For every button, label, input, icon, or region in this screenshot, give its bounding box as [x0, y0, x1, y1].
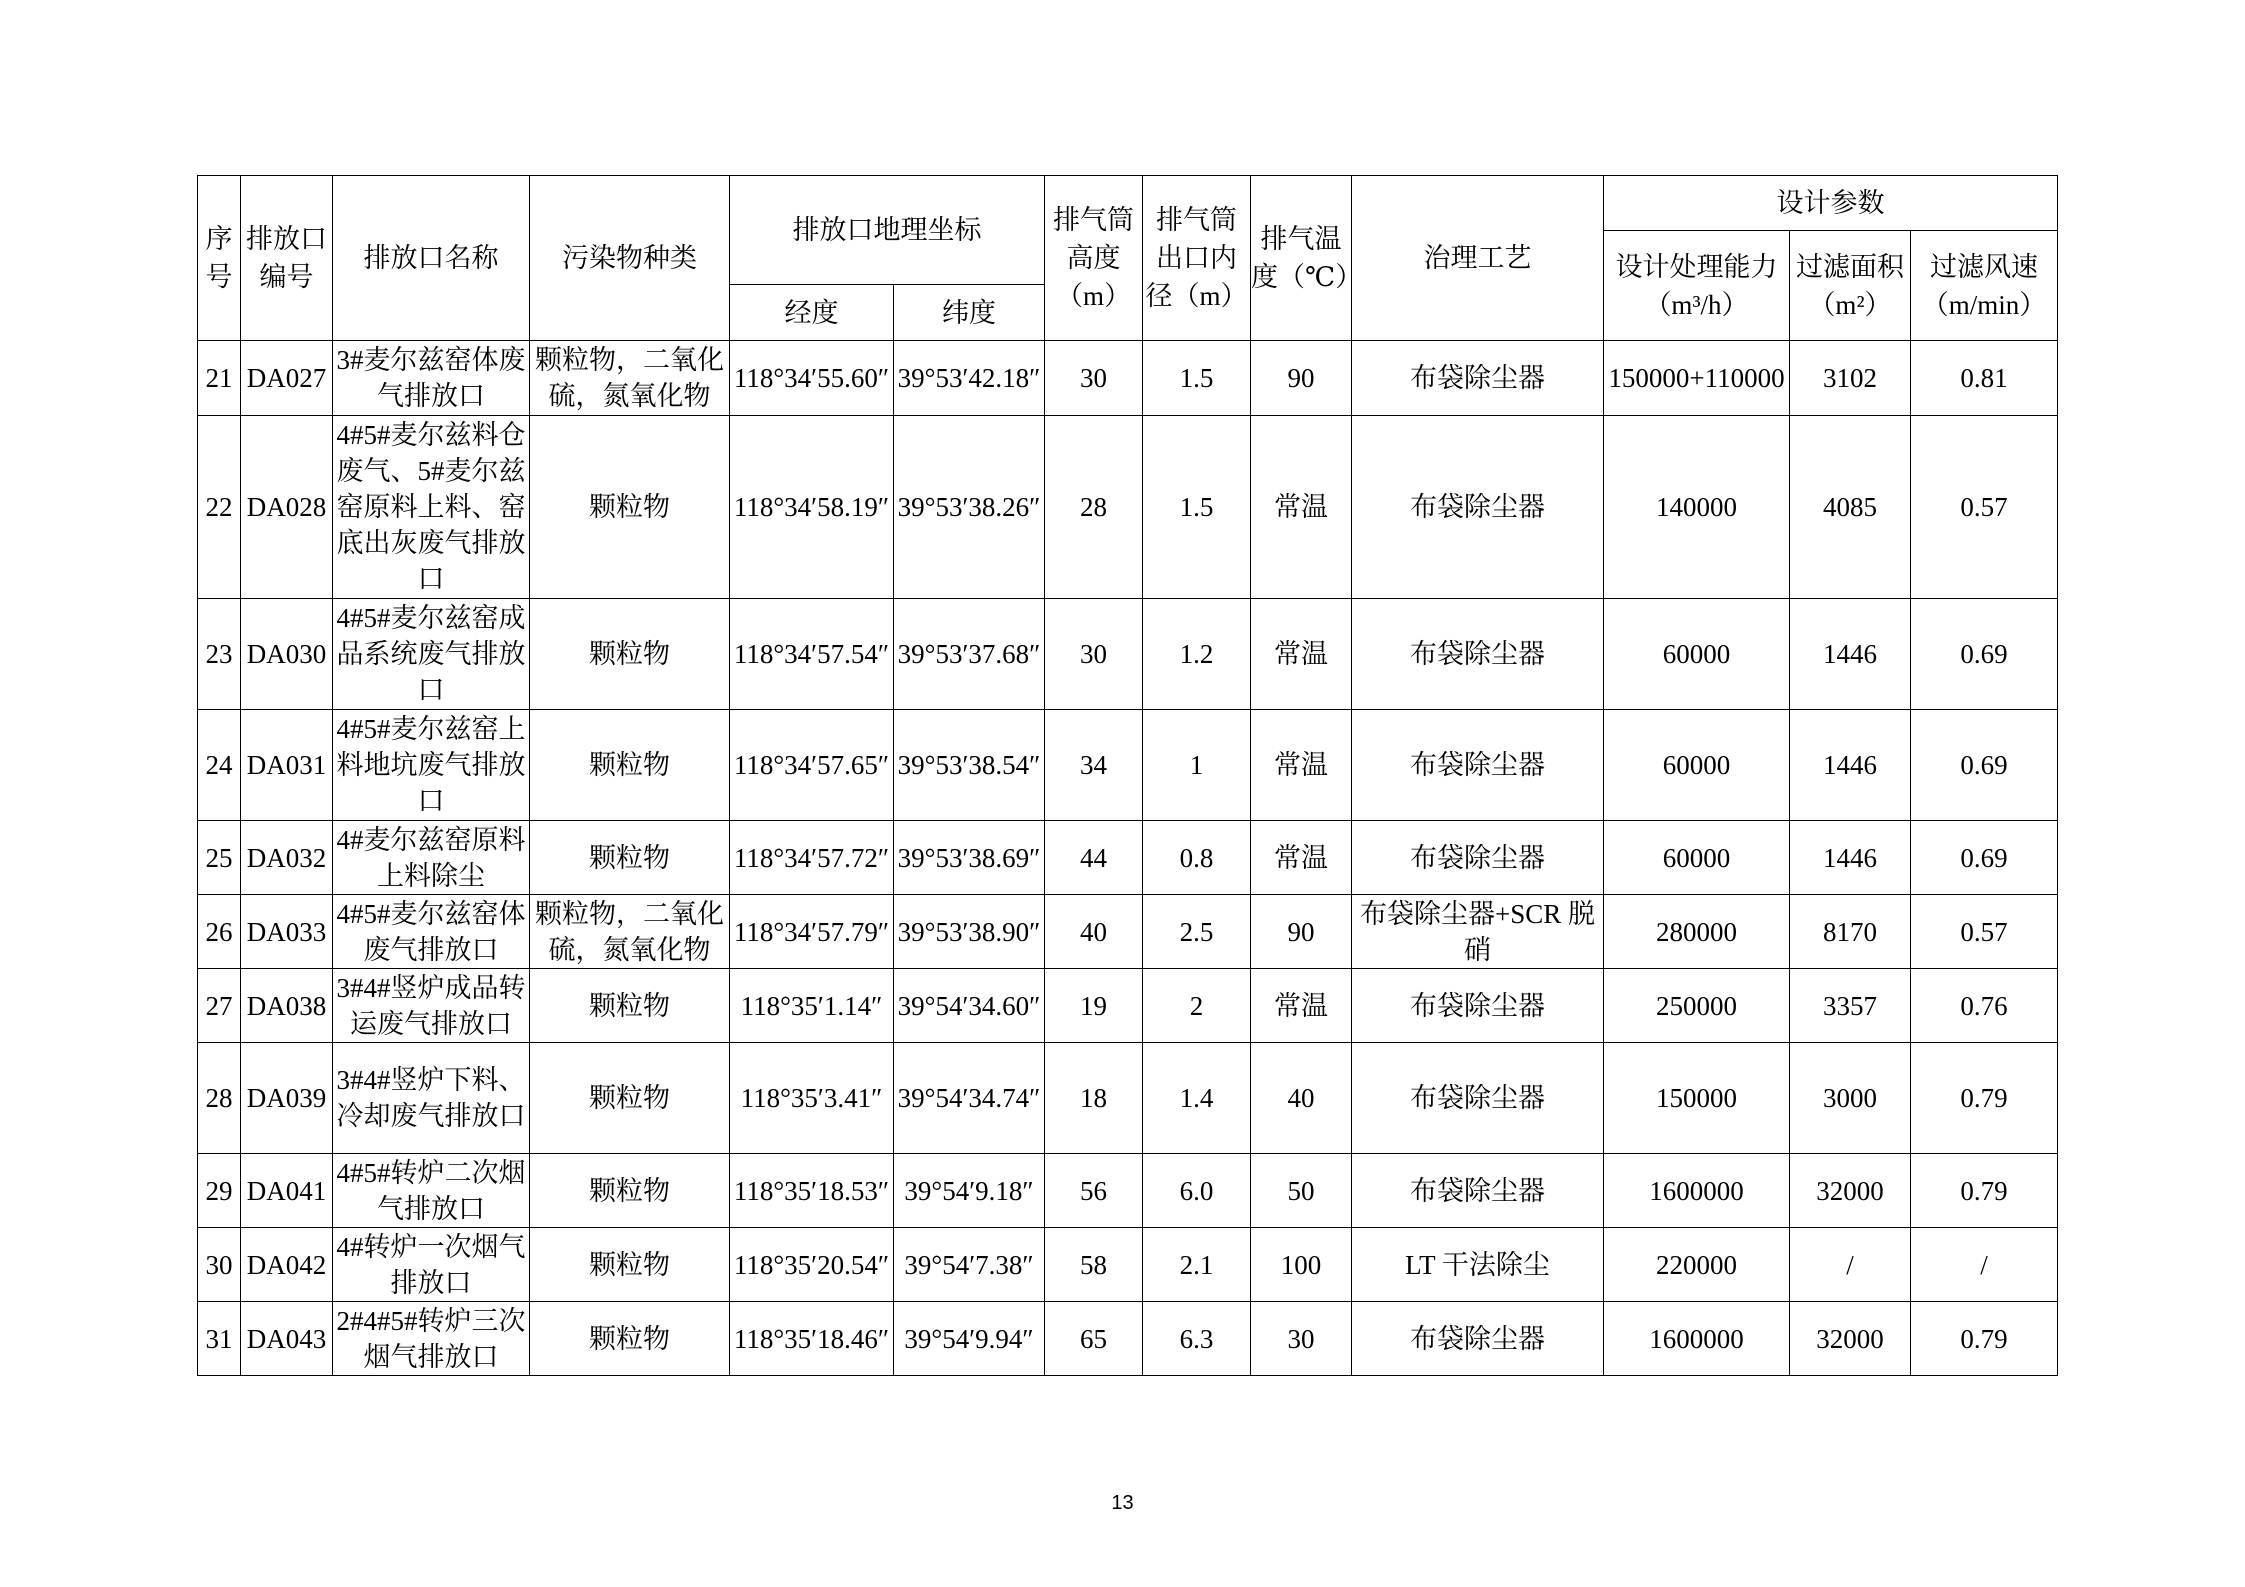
- cell-outlet-name: 2#4#5#转炉三次烟气排放口: [333, 1302, 530, 1376]
- cell-filter-speed: 0.69: [1911, 821, 2058, 895]
- cell-capacity: 150000+110000: [1604, 341, 1790, 416]
- cell-outlet-code: DA043: [241, 1302, 333, 1376]
- cell-pollutant: 颗粒物: [530, 821, 730, 895]
- cell-exhaust-temp: 90: [1251, 341, 1352, 416]
- cell-seq: 23: [198, 599, 241, 710]
- cell-longitude: 118°34′57.65″: [730, 710, 894, 821]
- cell-outlet-name: 4#5#麦尔兹料仓废气、5#麦尔兹窑原料上料、窑底出灰废气排放口: [333, 416, 530, 599]
- cell-exhaust-temp: 100: [1251, 1228, 1352, 1302]
- cell-exhaust-temp: 常温: [1251, 416, 1352, 599]
- cell-pollutant: 颗粒物: [530, 969, 730, 1043]
- cell-seq: 27: [198, 969, 241, 1043]
- cell-outlet-name: 4#5#转炉二次烟气排放口: [333, 1154, 530, 1228]
- cell-outlet-code: DA031: [241, 710, 333, 821]
- cell-treatment-process: 布袋除尘器+SCR 脱硝: [1352, 895, 1604, 969]
- cell-latitude: 39°54′7.38″: [894, 1228, 1045, 1302]
- cell-latitude: 39°54′9.94″: [894, 1302, 1045, 1376]
- cell-filter-area: 32000: [1790, 1302, 1911, 1376]
- header-capacity: 设计处理能力（m³/h）: [1604, 231, 1790, 341]
- cell-latitude: 39°54′9.18″: [894, 1154, 1045, 1228]
- header-exhaust-temp: 排气温度（℃）: [1251, 176, 1352, 341]
- cell-filter-area: 1446: [1790, 821, 1911, 895]
- cell-longitude: 118°35′18.53″: [730, 1154, 894, 1228]
- cell-stack-height: 56: [1045, 1154, 1143, 1228]
- cell-stack-diameter: 1.5: [1143, 341, 1251, 416]
- table-row: [198, 821, 2058, 895]
- cell-longitude: 118°35′18.46″: [730, 1302, 894, 1376]
- cell-seq: 25: [198, 821, 241, 895]
- cell-stack-height: 40: [1045, 895, 1143, 969]
- cell-outlet-name: 4#转炉一次烟气排放口: [333, 1228, 530, 1302]
- cell-filter-area: 1446: [1790, 599, 1911, 710]
- cell-longitude: 118°34′57.54″: [730, 599, 894, 710]
- cell-capacity: 1600000: [1604, 1302, 1790, 1376]
- table-row: [198, 1043, 2058, 1154]
- cell-stack-diameter: 0.8: [1143, 821, 1251, 895]
- cell-pollutant: 颗粒物: [530, 1228, 730, 1302]
- cell-filter-speed: 0.76: [1911, 969, 2058, 1043]
- cell-pollutant: 颗粒物: [530, 599, 730, 710]
- cell-seq: 31: [198, 1302, 241, 1376]
- cell-stack-diameter: 6.3: [1143, 1302, 1251, 1376]
- cell-outlet-name: 4#麦尔兹窑原料上料除尘: [333, 821, 530, 895]
- cell-seq: 24: [198, 710, 241, 821]
- cell-latitude: 39°53′38.26″: [894, 416, 1045, 599]
- cell-treatment-process: 布袋除尘器: [1352, 1154, 1604, 1228]
- header-pollutant: 污染物种类: [530, 176, 730, 341]
- header-coordinates: 排放口地理坐标: [730, 176, 1045, 285]
- header-filter-speed: 过滤风速（m/min）: [1911, 231, 2058, 341]
- cell-capacity: 60000: [1604, 710, 1790, 821]
- cell-exhaust-temp: 40: [1251, 1043, 1352, 1154]
- table-body: [198, 341, 2058, 1376]
- cell-stack-height: 30: [1045, 599, 1143, 710]
- cell-latitude: 39°53′38.69″: [894, 821, 1045, 895]
- cell-seq: 29: [198, 1154, 241, 1228]
- cell-pollutant: 颗粒物，二氧化硫，氮氧化物: [530, 341, 730, 416]
- cell-filter-area: 32000: [1790, 1154, 1911, 1228]
- cell-stack-height: 30: [1045, 341, 1143, 416]
- cell-treatment-process: 布袋除尘器: [1352, 969, 1604, 1043]
- cell-outlet-code: DA030: [241, 599, 333, 710]
- cell-latitude: 39°53′42.18″: [894, 341, 1045, 416]
- cell-filter-area: 3000: [1790, 1043, 1911, 1154]
- cell-pollutant: 颗粒物: [530, 1302, 730, 1376]
- cell-outlet-code: DA028: [241, 416, 333, 599]
- cell-capacity: 150000: [1604, 1043, 1790, 1154]
- header-outlet-code: 排放口编号: [241, 176, 333, 341]
- cell-outlet-code: DA038: [241, 969, 333, 1043]
- cell-filter-area: 3102: [1790, 341, 1911, 416]
- cell-capacity: 60000: [1604, 599, 1790, 710]
- cell-exhaust-temp: 常温: [1251, 969, 1352, 1043]
- cell-treatment-process: 布袋除尘器: [1352, 710, 1604, 821]
- cell-filter-speed: 0.57: [1911, 895, 2058, 969]
- cell-stack-diameter: 1.4: [1143, 1043, 1251, 1154]
- cell-filter-speed: 0.79: [1911, 1154, 2058, 1228]
- cell-longitude: 118°35′3.41″: [730, 1043, 894, 1154]
- cell-exhaust-temp: 常温: [1251, 821, 1352, 895]
- cell-filter-area: /: [1790, 1228, 1911, 1302]
- header-filter-area: 过滤面积（m²）: [1790, 231, 1911, 341]
- cell-filter-speed: 0.79: [1911, 1302, 2058, 1376]
- cell-outlet-code: DA033: [241, 895, 333, 969]
- header-seq: 序号: [198, 176, 241, 341]
- cell-treatment-process: 布袋除尘器: [1352, 1043, 1604, 1154]
- cell-longitude: 118°34′57.72″: [730, 821, 894, 895]
- cell-treatment-process: 布袋除尘器: [1352, 341, 1604, 416]
- cell-pollutant: 颗粒物，二氧化硫，氮氧化物: [530, 895, 730, 969]
- cell-stack-diameter: 1.2: [1143, 599, 1251, 710]
- cell-filter-area: 3357: [1790, 969, 1911, 1043]
- cell-longitude: 118°35′20.54″: [730, 1228, 894, 1302]
- table-row: [198, 1228, 2058, 1302]
- cell-outlet-name: 4#5#麦尔兹窑上料地坑废气排放口: [333, 710, 530, 821]
- cell-filter-speed: /: [1911, 1228, 2058, 1302]
- cell-outlet-name: 4#5#麦尔兹窑体废气排放口: [333, 895, 530, 969]
- table-row: [198, 341, 2058, 416]
- header-outlet-name: 排放口名称: [333, 176, 530, 341]
- cell-treatment-process: 布袋除尘器: [1352, 821, 1604, 895]
- cell-stack-height: 18: [1045, 1043, 1143, 1154]
- cell-stack-diameter: 1: [1143, 710, 1251, 821]
- cell-latitude: 39°53′37.68″: [894, 599, 1045, 710]
- cell-filter-speed: 0.79: [1911, 1043, 2058, 1154]
- cell-pollutant: 颗粒物: [530, 416, 730, 599]
- cell-longitude: 118°35′1.14″: [730, 969, 894, 1043]
- cell-outlet-code: DA027: [241, 341, 333, 416]
- header-latitude: 纬度: [894, 285, 1045, 341]
- cell-seq: 21: [198, 341, 241, 416]
- cell-exhaust-temp: 常温: [1251, 599, 1352, 710]
- table-row: [198, 1302, 2058, 1376]
- cell-treatment-process: 布袋除尘器: [1352, 416, 1604, 599]
- cell-stack-diameter: 2: [1143, 969, 1251, 1043]
- cell-outlet-code: DA042: [241, 1228, 333, 1302]
- cell-filter-area: 4085: [1790, 416, 1911, 599]
- header-design-params: 设计参数: [1604, 176, 2058, 231]
- cell-seq: 30: [198, 1228, 241, 1302]
- cell-latitude: 39°54′34.60″: [894, 969, 1045, 1043]
- cell-seq: 26: [198, 895, 241, 969]
- cell-stack-height: 65: [1045, 1302, 1143, 1376]
- cell-stack-height: 34: [1045, 710, 1143, 821]
- cell-pollutant: 颗粒物: [530, 1043, 730, 1154]
- cell-capacity: 280000: [1604, 895, 1790, 969]
- cell-stack-height: 19: [1045, 969, 1143, 1043]
- cell-exhaust-temp: 30: [1251, 1302, 1352, 1376]
- cell-treatment-process: 布袋除尘器: [1352, 1302, 1604, 1376]
- cell-outlet-name: 3#麦尔兹窑体废气排放口: [333, 341, 530, 416]
- cell-filter-speed: 0.69: [1911, 710, 2058, 821]
- header-treatment-process: 治理工艺: [1352, 176, 1604, 341]
- header-longitude: 经度: [730, 285, 894, 341]
- table-row: [198, 895, 2058, 969]
- cell-treatment-process: LT 干法除尘: [1352, 1228, 1604, 1302]
- header-stack-height: 排气筒高度（m）: [1045, 176, 1143, 341]
- cell-stack-height: 58: [1045, 1228, 1143, 1302]
- emission-outlet-table: [197, 175, 2058, 1376]
- table-row: [198, 416, 2058, 599]
- cell-outlet-code: DA032: [241, 821, 333, 895]
- cell-filter-area: 8170: [1790, 895, 1911, 969]
- cell-capacity: 140000: [1604, 416, 1790, 599]
- cell-stack-diameter: 6.0: [1143, 1154, 1251, 1228]
- table-row: [198, 1154, 2058, 1228]
- cell-pollutant: 颗粒物: [530, 710, 730, 821]
- cell-exhaust-temp: 90: [1251, 895, 1352, 969]
- cell-seq: 22: [198, 416, 241, 599]
- cell-latitude: 39°54′34.74″: [894, 1043, 1045, 1154]
- cell-outlet-name: 4#5#麦尔兹窑成品系统废气排放口: [333, 599, 530, 710]
- cell-capacity: 250000: [1604, 969, 1790, 1043]
- cell-longitude: 118°34′57.79″: [730, 895, 894, 969]
- cell-outlet-name: 3#4#竖炉下料、冷却废气排放口: [333, 1043, 530, 1154]
- cell-pollutant: 颗粒物: [530, 1154, 730, 1228]
- cell-capacity: 220000: [1604, 1228, 1790, 1302]
- cell-exhaust-temp: 常温: [1251, 710, 1352, 821]
- cell-capacity: 60000: [1604, 821, 1790, 895]
- cell-capacity: 1600000: [1604, 1154, 1790, 1228]
- cell-filter-speed: 0.81: [1911, 341, 2058, 416]
- cell-exhaust-temp: 50: [1251, 1154, 1352, 1228]
- page-number: 13: [1111, 1492, 1134, 1514]
- cell-stack-diameter: 1.5: [1143, 416, 1251, 599]
- cell-filter-speed: 0.57: [1911, 416, 2058, 599]
- cell-outlet-code: DA039: [241, 1043, 333, 1154]
- cell-stack-diameter: 2.5: [1143, 895, 1251, 969]
- cell-filter-area: 1446: [1790, 710, 1911, 821]
- cell-stack-height: 28: [1045, 416, 1143, 599]
- cell-outlet-code: DA041: [241, 1154, 333, 1228]
- cell-seq: 28: [198, 1043, 241, 1154]
- table-row: [198, 710, 2058, 821]
- cell-longitude: 118°34′55.60″: [730, 341, 894, 416]
- cell-treatment-process: 布袋除尘器: [1352, 599, 1604, 710]
- cell-stack-height: 44: [1045, 821, 1143, 895]
- cell-latitude: 39°53′38.90″: [894, 895, 1045, 969]
- cell-filter-speed: 0.69: [1911, 599, 2058, 710]
- cell-outlet-name: 3#4#竖炉成品转运废气排放口: [333, 969, 530, 1043]
- table-row: [198, 969, 2058, 1043]
- header-stack-diameter: 排气筒出口内径（m）: [1143, 176, 1251, 341]
- table-row: [198, 599, 2058, 710]
- cell-stack-diameter: 2.1: [1143, 1228, 1251, 1302]
- cell-latitude: 39°53′38.54″: [894, 710, 1045, 821]
- cell-longitude: 118°34′58.19″: [730, 416, 894, 599]
